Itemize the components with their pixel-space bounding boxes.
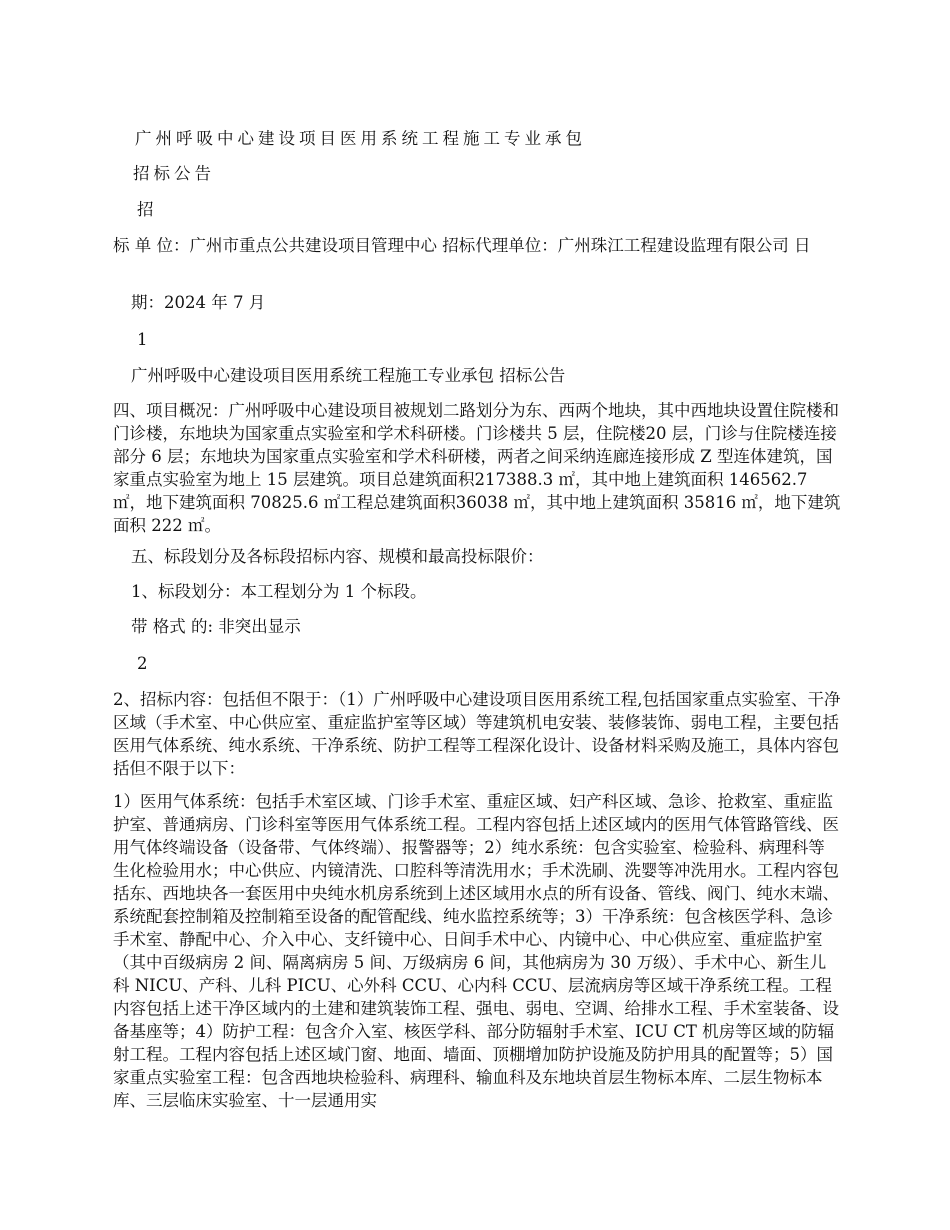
format-note: 带 格式 的: 非突出显示 (131, 617, 301, 636)
subtitle: 广州呼吸中心建设项目医用系统工程施工专业承包 招标公告 (131, 366, 566, 385)
zhao-char: 招 (137, 200, 154, 219)
page-number-2: 2 (137, 654, 148, 673)
section-4-overview: 四、项目概况：广州呼吸中心建设项目被规划二路划分为东、西两个地块，其中西地块设置住院楼和门诊楼，东地块为国家重点实验室和学术科研楼。门诊楼共 5 层，住院楼20 层，门诊与住院楼连接部分 6 层；东地块为国家重点实验室和学术科研楼，两者之间采纳连廊连接形成 Z 型连体建筑，国家重点实验室为地上 15 层建筑。项目总建筑面积217388.3 ㎡，其中地上建筑面积 146562.7 ㎡，地下建筑面积 70825.6 ㎡工程总建筑面积36038 ㎡，其中地上建筑面积 35816 ㎡，地下建筑面积 222 ㎡。 (113, 401, 841, 535)
item-2-scope: 2、招标内容：包括但不限于：（1）广州呼吸中心建设项目医用系统工程,包括国家重点实验室、干净区域（手术室、中心供应室、重症监护室等区域）等建筑机电安装、装修装饰、弱电工程，主要包括医用气体系统、纯水系统、干净系统、防护工程等工程深化设计、设备材料采购及施工，具体内容包括但不限于以下： (113, 690, 841, 778)
bid-unit-line: 标 单 位：广州市重点公共建设项目管理中心 招标代理单位：广州珠江工程建设监理有限公司 日 (113, 236, 811, 255)
date-line: 期：2024 年 7 月 (131, 293, 266, 312)
notice-label: 招标公告 (133, 164, 215, 183)
section-5-heading: 五、标段划分及各标段招标内容、规模和最高投标限价： (131, 547, 544, 566)
page-number-1: 1 (137, 330, 148, 349)
document-title: 广州呼吸中心建设项目医用系统工程施工专业承包 (135, 129, 586, 148)
item-1-lot-division: 1、标段划分：本工程划分为 1 个标段。 (131, 582, 427, 601)
item-2-details: 1）医用气体系统：包括手术室区域、门诊手术室、重症区域、妇产科区域、急诊、抢救室、重症监护室、普通病房、门诊科室等医用气体系统工程。工程内容包括上述区域内的医用气体管路管线、医用气体终端设备（设备带、气体终端）、报警器等；2）纯水系统：包含实验室、检验科、病理科等生化检验用水；中心供应、内镜清洗、口腔科等清洗用水；手术洗刷、洗婴等冲洗用水。工程内容包括东、西地块各一套医用中央纯水机房系统到上述区域用水点的所有设备、管线、阀门、纯水末端、系统配套控制箱及控制箱至设备的配管配线、纯水监控系统等；3）干净系统：包含核医学科、急诊手术室、静配中心、介入中心、支纤镜中心、日间手术中心、内镜中心、中心供应室、重症监护室（其中百级病房 2 间、隔离病房 5 间、万级病房 6 间，其他病房为 30 万级）、手术中心、新生儿科 NICU、产科、儿科 PICU、心外科 CCU、心内科 CCU、层流病房等区域干净系统工程。工程内容包括上述干净区域内的土建和建筑装饰工程、强电、弱电、空调、给排水工程、手术室装备、设备基座等；4）防护工程：包含介入室、核医学科、部分防辐射手术室、ICU CT 机房等区域的防辐射工程。工程内容包括上述区域门窗、地面、墙面、顶棚增加防护设施及防护用具的配置等；5）国家重点实验室工程：包含西地块检验科、病理科、输血科及东地块首层生物标本库、二层生物标本库、三层临床实验室、十一层通用实 (113, 792, 839, 1110)
